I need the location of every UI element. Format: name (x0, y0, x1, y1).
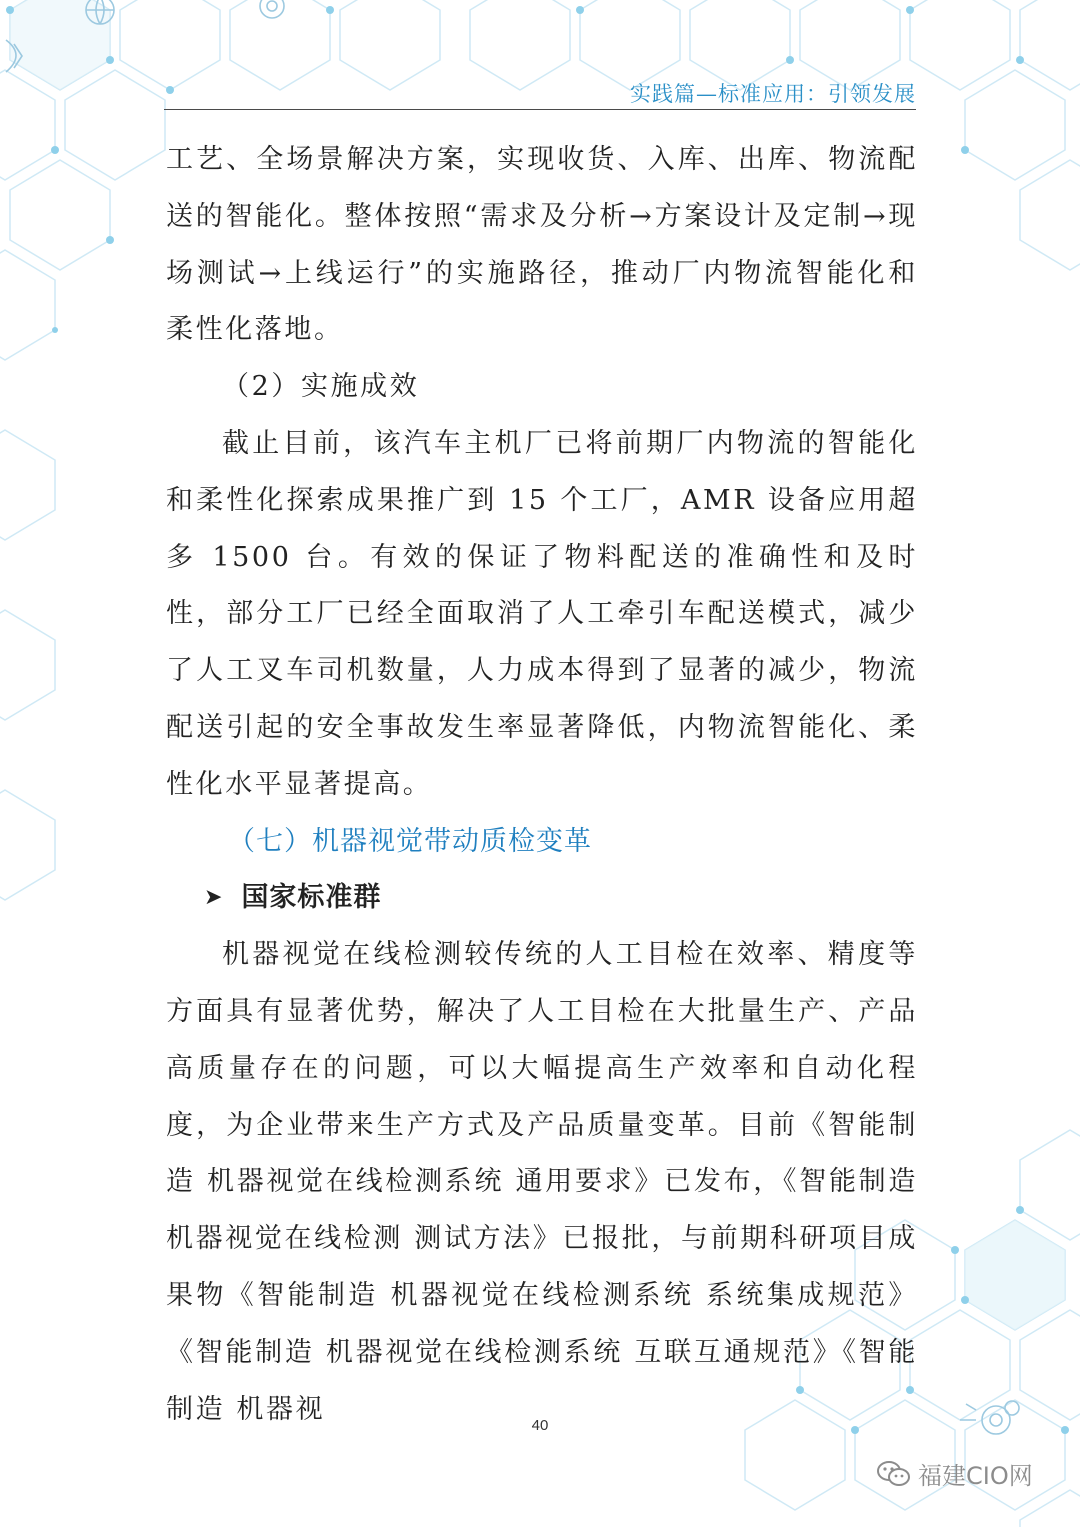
running-header-title: 实践篇—标准应用：引领发展 (630, 82, 916, 106)
watermark-text: 福建CIO网 (918, 1462, 1033, 1490)
watermark (876, 1456, 1033, 1491)
arrow-bullet-icon: ➤ (204, 885, 224, 911)
page-number: 40 (531, 1417, 549, 1434)
section-heading-machine-vision: （七）机器视觉带动质检变革 (228, 825, 592, 857)
paragraph-implementation-results: 截止目前，该汽车主机厂已将前期厂内物流的智能化和柔性化探索成果推广到 15 个工厂，AMR 设备应用超多 1500 台。有效的保证了物料配送的准确性和及时性，部分工厂已经全面取消了人工牵引车配送模式，减少了人工叉车司机数量，人力成本得到了显著的减少，物流配送引起的安全事故发生率显著降低，内物流智能化、柔性化水平显著提高。 (166, 427, 918, 800)
paragraph-machine-vision: 机器视觉在线检测较传统的人工目检在效率、精度等方面具有显著优势，解决了人工目检在大批量生产、产品高质量存在的问题，可以大幅提高生产效率和自动化程度，为企业带来生产方式及产品质量变革。目前《智能制造 机器视觉在线检测系统 通用要求》已发布，《智能制造 机器视觉在线检测 测试方法》已报批，与前期科研项目成果物《智能制造 机器视觉在线检测系统 系统集成规范》《智能制造 机器视觉在线检测系统 互联互通规范》《智能制造 机器视 (166, 939, 918, 1425)
header-divider (164, 109, 916, 110)
wechat-icon (876, 1459, 912, 1489)
bullet-heading-national-standards (166, 870, 918, 927)
sub-heading-implementation-results: （2）实施成效 (222, 371, 420, 403)
bullet-heading-label: 国家标准群 (241, 882, 382, 914)
paragraph-logistics-solution: 工艺、全场景解决方案，实现收货、入库、出库、物流配送的智能化。整体按照“需求及分析→方案设计及定制→现场测试→上线运行”的实施路径，推动厂内物流智能化和柔性化落地。 (166, 144, 918, 346)
page-body (166, 132, 918, 1438)
